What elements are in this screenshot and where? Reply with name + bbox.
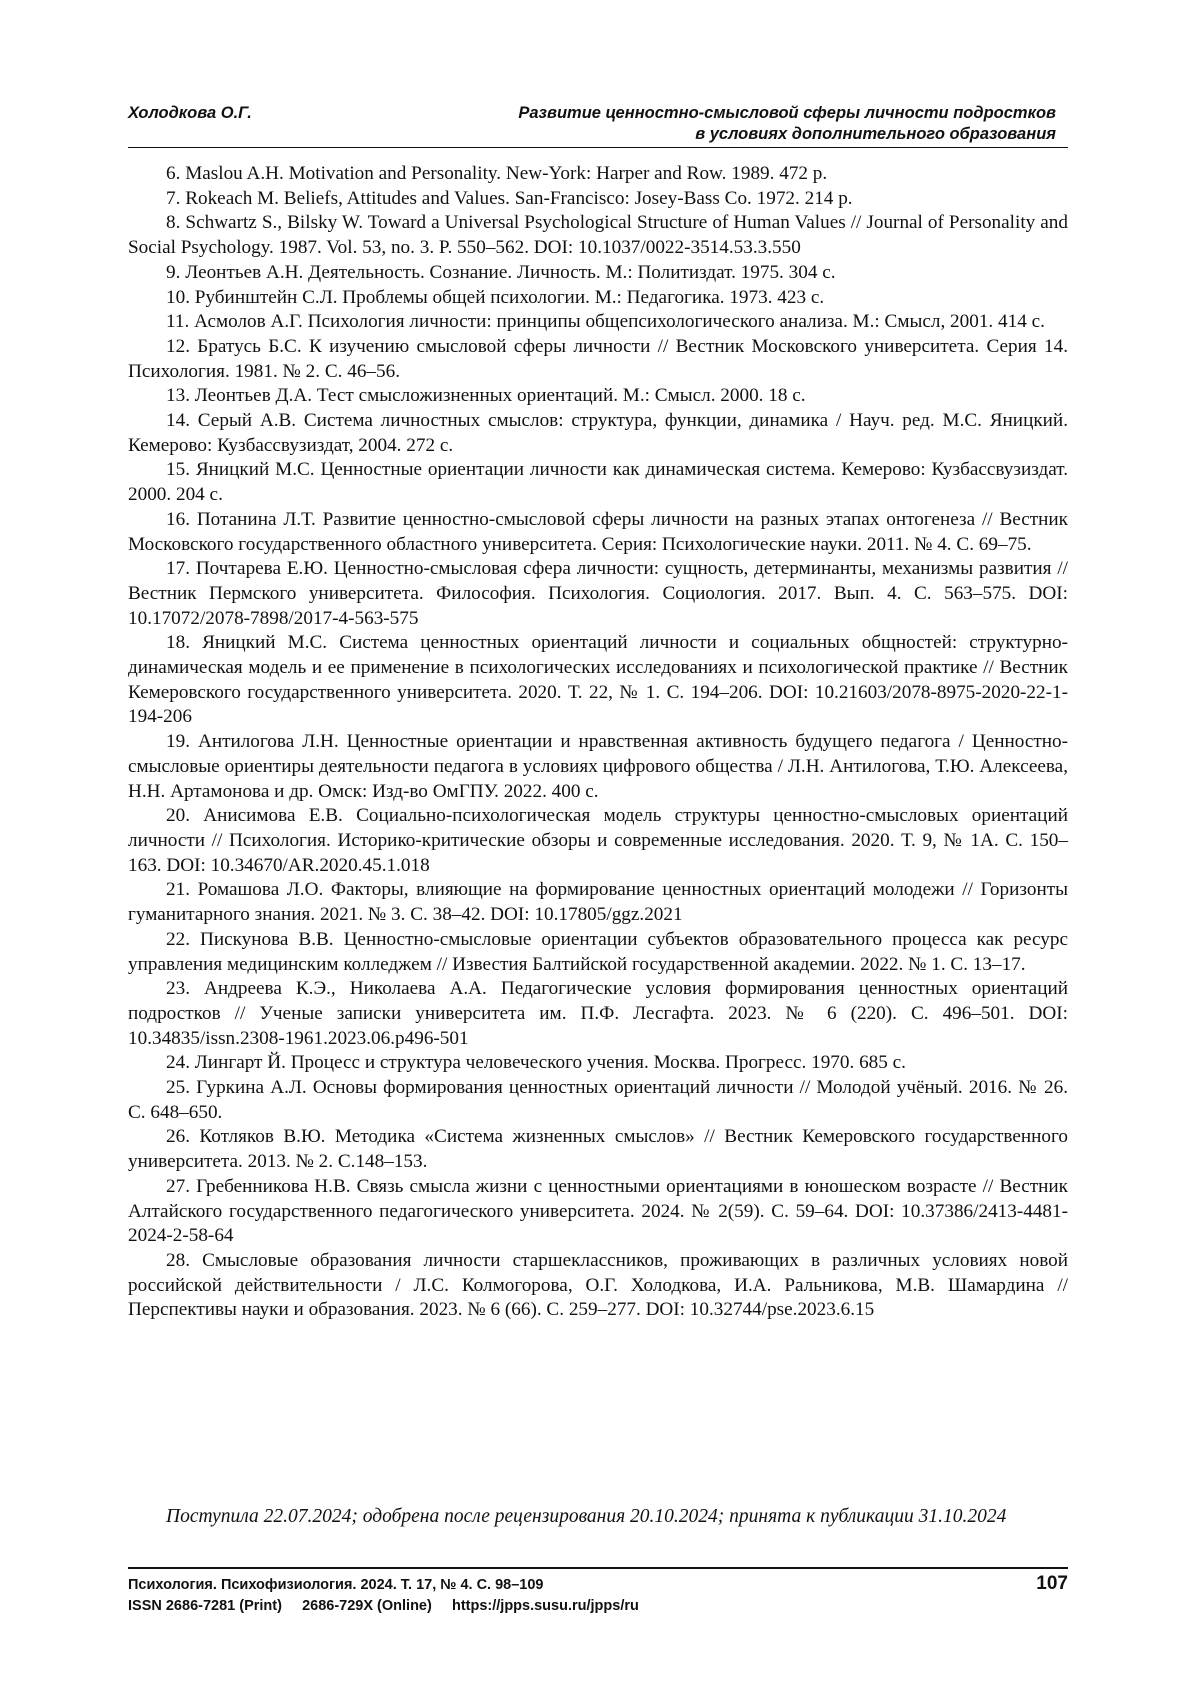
reference-item: 25. Гуркина А.Л. Основы формирования ценностных ориентаций личности // Молодой учёный. 2016. № 26. С. 648–650. [128,1077,1068,1123]
footer-divider [128,1567,1068,1569]
reference-item: 8. Schwartz S., Bilsky W. Toward a Universal Psychological Structure of Human Values // Journal of Personality and Social Psychology. 1987. Vol. 53, no. 3. P. 550–562. DOI: 10.1037/0022-3514.53.3.550 [128,212,1068,259]
reference-item: 9. Леонтьев А.Н. Деятельность. Сознание. Личность. М.: Политиздат. 1975. 304 с. [166,261,836,283]
reference-item: 17. Почтарева Е.Ю. Ценностно-смысловая сфера личности: сущность, детерминанты, механизмы развития // Вестник Пермского университета. Философия. Психология. Социология. 2017. Вып. 4. С. 563–575. DOI: 10.17072/2078-7898/2017-4-563-575 [128,558,1068,629]
submission-dates: Поступила 22.07.2024; одобрена после рецензирования 20.10.2024; принята к публикации 31.10.2024 [166,1506,1007,1527]
reference-item: 13. Леонтьев Д.А. Тест смысложизненных ориентаций. М.: Смысл. 2000. 18 с. [166,385,806,407]
reference-item: 18. Яницкий М.С. Система ценностных ориентаций личности и социальных общностей: структурно-динамическая модель и ее применение в психологических исследованиях и психологической практике // Вестник Кемеровского государственного университета. 2020. Т. 22, № 1. С. 194–206. DOI: 10.21603/2078-8975-2020-22-1-194-206 [128,632,1068,728]
footer-issn: ISSN 2686-7281 (Print) 2686-729X (Online) https://jpps.susu.ru/jpps/ru [128,1598,639,1614]
reference-item: 26. Котляков В.Ю. Методика «Система жизненных смыслов» // Вестник Кемеровского государственного университета. 2013. № 2. С.148–153. [128,1126,1068,1173]
reference-item: 20. Анисимова Е.В. Социально-психологическая модель структуры ценностно-смысловых ориентаций личности // Психология. Историко-критические обзоры и современные исследования. 2020. Т. 9, № 1А. С. 150–163. DOI: 10.34670/AR.2020.45.1.018 [128,805,1068,876]
header-title [518,103,1056,145]
reference-item: 23. Андреева К.Э., Николаева А.А. Педагогические условия формирования ценностных ориентаций подростков // Ученые записки университета им. П.Ф. Лесгафта. 2023. № 6 (220). С. 496–501. DOI: 10.34835/issn.2308-1961.2023.06.p496-501 [128,978,1068,1049]
reference-list [128,162,1068,1323]
reference-item: 14. Серый А.В. Система личностных смыслов: структура, функции, динамика / Науч. ред. М.С. Яницкий. Кемерово: Кузбассвузиздат, 2004. 272 с. [128,410,1068,456]
reference-item: 15. Яницкий М.С. Ценностные ориентации личности как динамическая система. Кемерово: Кузбассвузиздат. 2000. 204 с. [128,459,1068,506]
reference-item: 19. Антилогова Л.Н. Ценностные ориентации и нравственная активность будущего педагога / Ценностно-смысловые ориентиры деятельности педагога в условиях цифрового общества / Л.Н. Антилогова, Т.Ю. Алексеева, Н.Н. Артамонова и др. Омск: Изд-во ОмГПУ. 2022. 400 с. [128,731,1068,802]
header-title-line-2: в условиях дополнительного образования [695,125,1056,143]
reference-item: 12. Братусь Б.С. К изучению смысловой сферы личности // Вестник Московского университета. Серия 14. Психология. 1981. № 2. С. 46–56. [128,335,1068,382]
header-title-line-1: Развитие ценностно-смысловой сферы личности подростков [518,104,1056,122]
reference-item: 10. Рубинштейн С.Л. Проблемы общей психологии. М.: Педагогика. 1973. 423 с. [166,286,825,308]
reference-item: 21. Ромашова Л.О. Факторы, влияющие на формирование ценностных ориентаций молодежи // Горизонты гуманитарного знания. 2021. № 3. С. 38–42. DOI: 10.17805/ggz.2021 [128,879,1068,926]
header-author: Холодкова О.Г. [128,104,252,122]
page-number: 107 [1036,1573,1068,1594]
reference-item: 6. Maslou A.H. Motivation and Personality. New-York: Harper and Row. 1989. 472 p. [166,163,828,184]
reference-item: 16. Потанина Л.Т. Развитие ценностно-смысловой сферы личности на разных этапах онтогенеза // Вестник Московского государственного областного университета. Серия: Психологические науки. 2011. № 4. С. 69–75. [128,508,1068,555]
reference-item: 28. Смысловые образования личности старшеклассников, проживающих в различных условиях новой российской действительности / Л.С. Колмогорова, О.Г. Холодкова, И.А. Ральникова, М.В. Шамардина // Перспективы науки и образования. 2023. № 6 (66). С. 259–277. DOI: 10.32744/pse.2023.6.15 [128,1249,1068,1321]
reference-item: 7. Rokeach M. Beliefs, Attitudes and Values. San-Francisco: Josey-Bass Co. 1972. 214 p. [166,187,853,209]
reference-item: 22. Пискунова В.В. Ценностно-смысловые ориентации субъектов образовательного процесса как ресурс управления медицинским колледжем // Известия Балтийской государственной академии. 2022. № 1. С. 13–17. [128,928,1068,975]
footer-journal-citation: Психология. Психофизиология. 2024. Т. 17, № 4. С. 98–109 [128,1577,544,1593]
reference-item: 27. Гребенникова Н.В. Связь смысла жизни с ценностными ориентациями в юношеском возрасте // Вестник Алтайского государственного педагогического университета. 2024. № 2(59). С. 59–64. DOI: 10.37386/2413-4481-2024-2-58-64 [128,1175,1068,1247]
reference-item: 24. Лингарт Й. Процесс и структура человеческого учения. Москва. Прогресс. 1970. 685 с. [166,1052,906,1074]
header-divider [128,147,1068,148]
reference-item: 11. Асмолов А.Г. Психология личности: принципы общепсихологического анализа. М.: Смысл, 2001. 414 с. [166,311,1045,333]
